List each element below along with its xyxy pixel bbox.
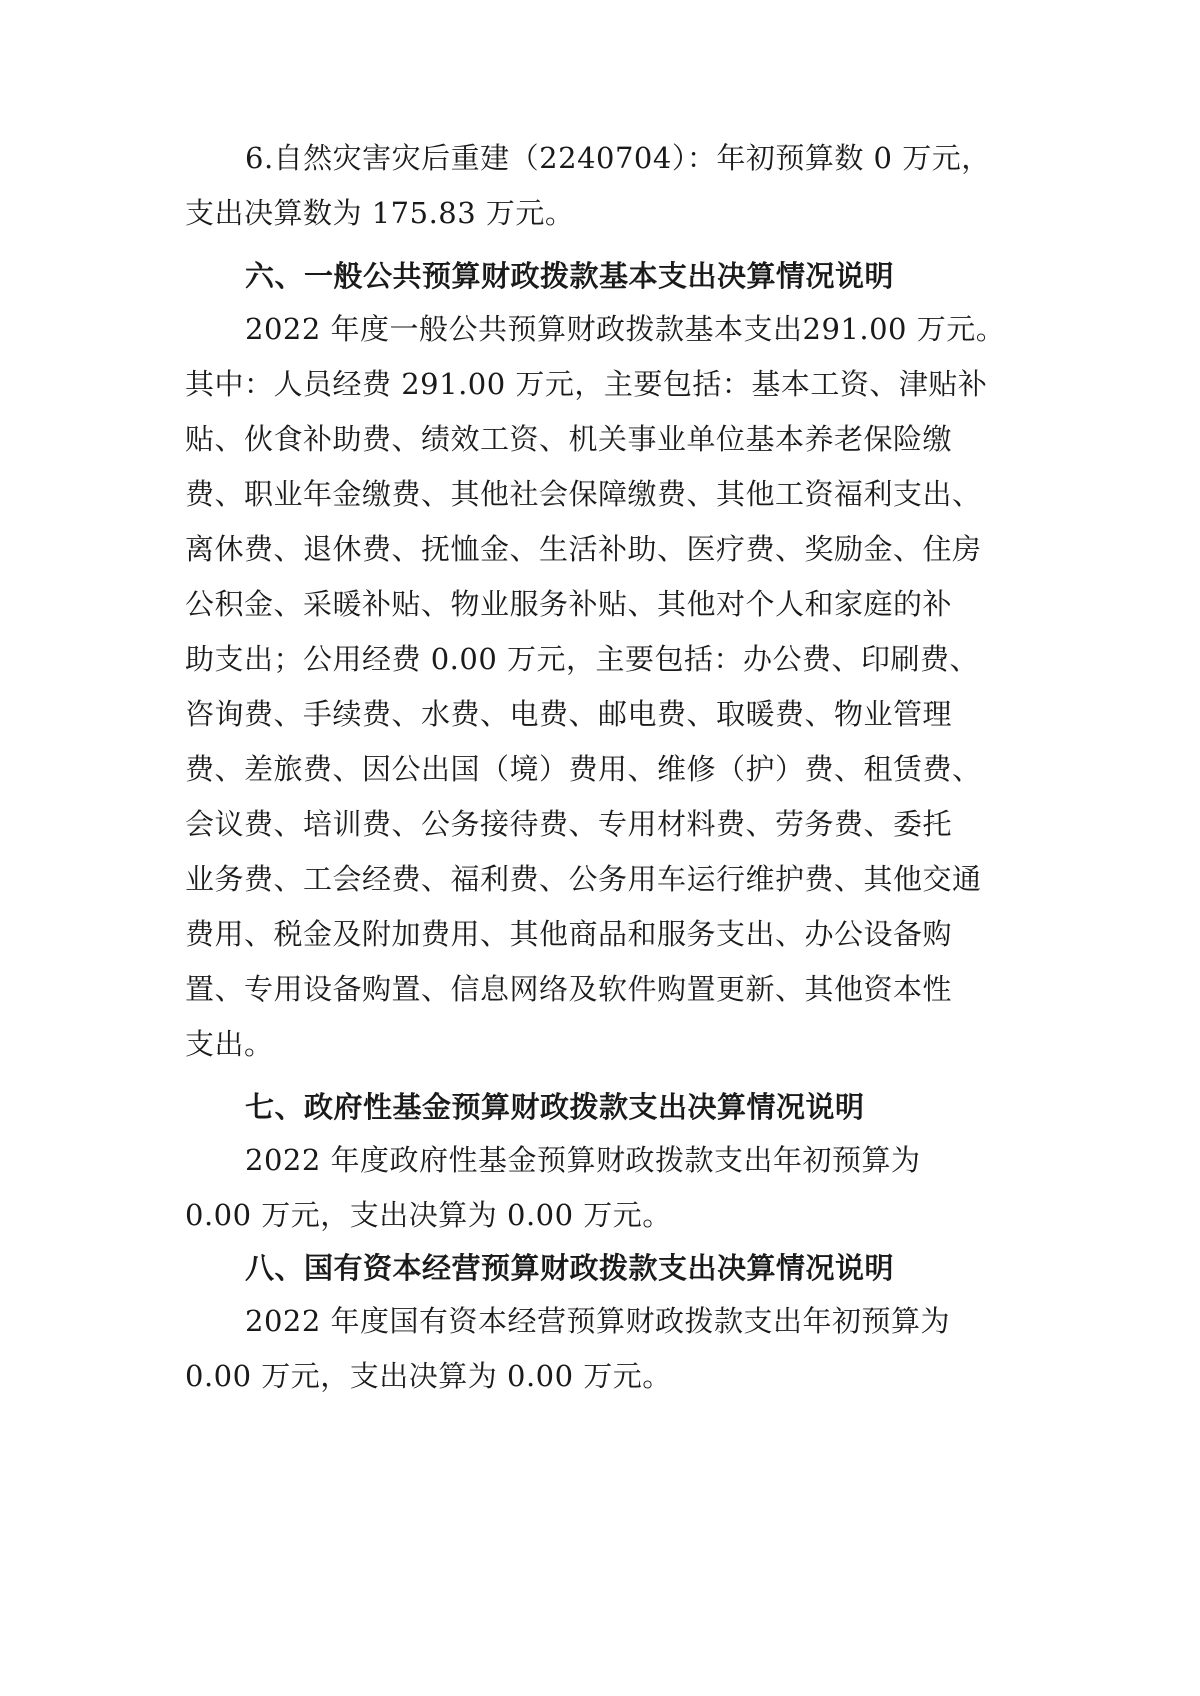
section-heading: 六、一般公共预算财政拨款基本支出决算情况说明 [245, 259, 895, 293]
paragraph-line: 2022 年度国有资本经营预算财政拨款支出年初预算为 [245, 1304, 951, 1338]
paragraph-line: 支出。 [185, 1027, 274, 1061]
paragraph-line: 会议费、培训费、公务接待费、专用材料费、劳务费、委托 [185, 807, 953, 841]
section-heading: 八、国有资本经营预算财政拨款支出决算情况说明 [245, 1251, 895, 1285]
paragraph-line: 业务费、工会经费、福利费、公务用车运行维护费、其他交通 [185, 862, 982, 896]
paragraph-line: 费用、税金及附加费用、其他商品和服务支出、办公设备购 [185, 917, 953, 951]
paragraph-line: 助支出；公用经费 0.00 万元，主要包括：办公费、印刷费、 [185, 642, 980, 676]
paragraph-line: 费、差旅费、因公出国（境）费用、维修（护）费、租赁费、 [185, 752, 982, 786]
paragraph-line: 0.00 万元，支出决算为 0.00 万元。 [185, 1359, 672, 1393]
paragraph-line: 其中：人员经费 291.00 万元，主要包括：基本工资、津贴补 [185, 367, 988, 401]
paragraph-line: 费、职业年金缴费、其他社会保障缴费、其他工资福利支出、 [185, 477, 982, 511]
paragraph-line: 支出决算数为 175.83 万元。 [185, 196, 575, 230]
paragraph-line: 公积金、采暖补贴、物业服务补贴、其他对个人和家庭的补 [185, 587, 953, 621]
paragraph-line: 2022 年度政府性基金预算财政拨款支出年初预算为 [245, 1143, 921, 1177]
section-heading: 七、政府性基金预算财政拨款支出决算情况说明 [245, 1090, 865, 1124]
paragraph-line: 2022 年度一般公共预算财政拨款基本支出291.00 万元。 [245, 312, 1006, 346]
paragraph-line: 咨询费、手续费、水费、电费、邮电费、取暖费、物业管理 [185, 697, 953, 731]
paragraph-line: 贴、伙食补助费、绩效工资、机关事业单位基本养老保险缴 [185, 422, 953, 456]
paragraph-line: 置、专用设备购置、信息网络及软件购置更新、其他资本性 [185, 972, 953, 1006]
paragraph-line: 6.自然灾害灾后重建（2240704）：年初预算数 0 万元， [245, 141, 991, 175]
paragraph-line: 0.00 万元，支出决算为 0.00 万元。 [185, 1198, 672, 1232]
paragraph-line: 离休费、退休费、抚恤金、生活补助、医疗费、奖励金、住房 [185, 532, 982, 566]
